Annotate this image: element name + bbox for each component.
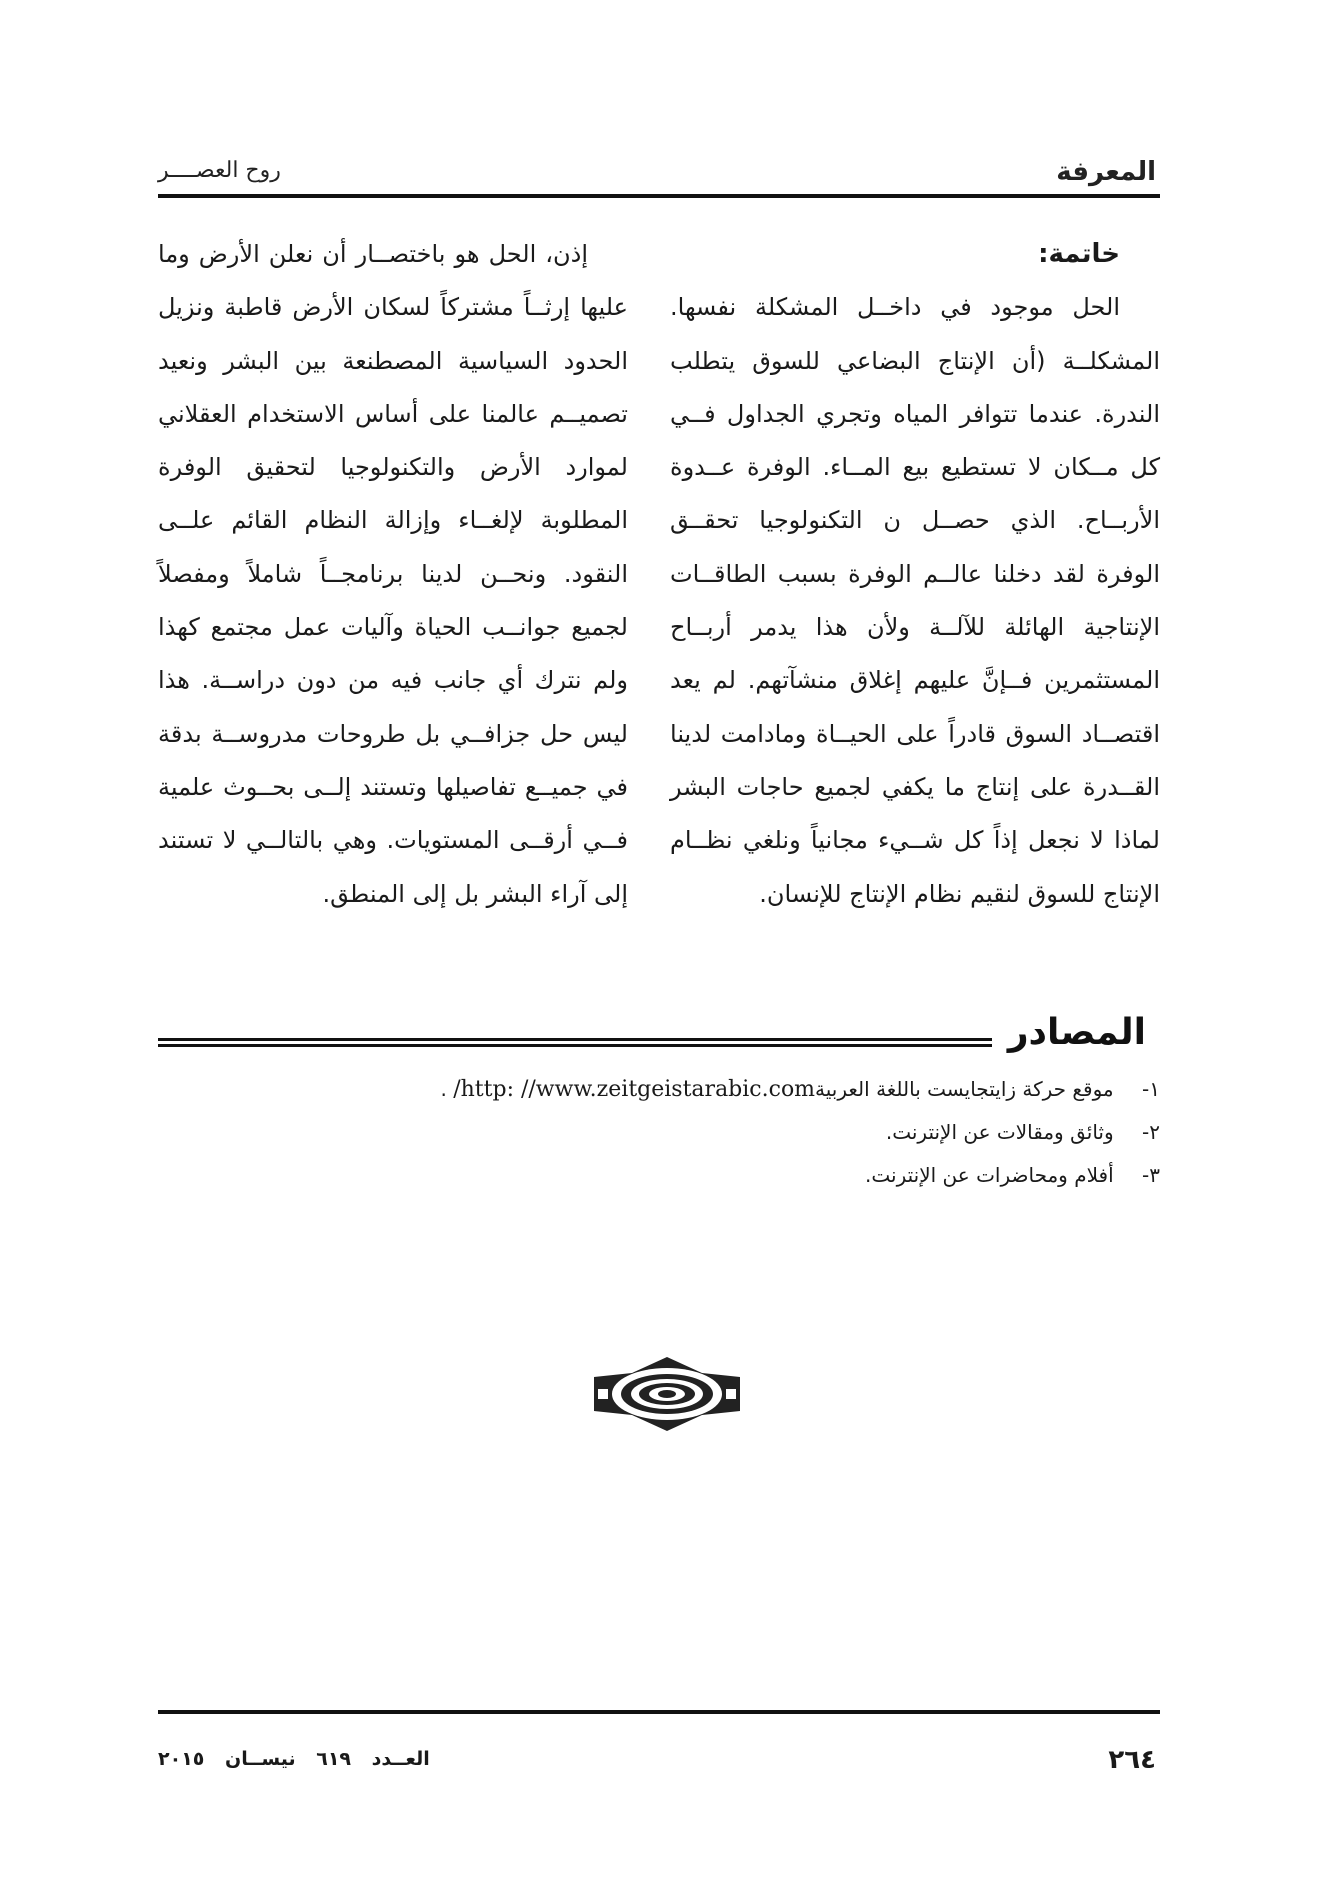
header-divider [158, 194, 1160, 198]
journal-name: المعرفة [1056, 157, 1156, 187]
conclusion-paragraph: الحل موجود في داخــل المشكلة نفسها. المشكلــة (أن الإنتاج البضاعي للسوق يتطلب الندرة. عندما تتوافر المياه وتجري الجداول فــي كل مــكان لا تستطيع بيع المــاء. الوفرة عــدوة الأربــاح. الذي حصــل ن التكنولوجيا تحقــق الوفرة لقد دخلنا عالــم الوفرة بسبب الطاقــات الإنتاجية الهائلة للآلــة ولأن هذا يدمر أربــاح المستثمرين فــإنَّ عليهم إغلاق منشآتهم. لم يعد اقتصــاد السوق قادراً على الحيــاة ومادامت لدينا القــدرة على إنتاج ما يكفي لجميع حاجات البشر لماذا لا نجعل إذاً كل شــيء مجانياً ونلغي نظــام الإنتاج للسوق لنقيم نظام الإنتاج للإنسان. [670, 293, 1160, 908]
footer-divider [158, 1710, 1160, 1714]
left-column [158, 228, 628, 921]
issue-label: العــدد [371, 1748, 430, 1770]
right-column [670, 228, 1160, 921]
issue-year: ٢٠١٥ [158, 1748, 205, 1770]
sources-title: المصادر [1007, 1012, 1146, 1053]
source-item-2 [340, 1111, 1160, 1154]
conclusion-heading: خاتمة: [1038, 239, 1120, 269]
source-text: وثائق ومقالات عن الإنترنت. [885, 1120, 1114, 1144]
solution-paragraph: إذن، الحل هو باختصــار أن نعلن الأرض وما عليها إرثــاً مشتركاً لسكان الأرض قاطبة ونزيل الحدود السياسية المصطنعة بين البشر ونعيد تصميــم عالمنا على أساس الاستخدام العقلاني لموارد الأرض والتكنولوجيا لتحقيق الوفرة المطلوبة لإلغــاء وإزالة النظام القائم علــى النقود. ونحــن لدينا برنامجــاً شاملاً ومفصلاً لجميع جوانــب الحياة وآليات عمل مجتمع كهذا ولم نترك أي جانب فيه من دون دراســة. هذا ليس حل جزافــي بل طروحات مدروســة بدقة في جميــع تفاصيلها وتستند إلــى بحــوث علمية فــي أرقــى المستويات. وهي بالتالــي لا تستند إلى آراء البشر بل إلى المنطق. [158, 240, 628, 908]
source-url: http: //www.zeitgeistarabic.com/ [453, 1077, 816, 1102]
sources-list [340, 1068, 1160, 1197]
section-title: روح العصــــر [158, 158, 281, 183]
source-text: أفلام ومحاضرات عن الإنترنت. [865, 1163, 1114, 1187]
decorative-ornament-icon [592, 1355, 742, 1433]
source-number: ٢- [1142, 1120, 1160, 1144]
source-number: ١- [1142, 1077, 1160, 1101]
sources-rule [158, 1038, 992, 1050]
source-text: موقع حركة زايتجايست باللغة العربية [815, 1077, 1114, 1101]
source-item-3 [340, 1154, 1160, 1197]
source-number: ٣- [1142, 1163, 1160, 1187]
issue-info [158, 1748, 430, 1770]
sources-header [158, 1010, 1160, 1060]
page-number: ٢٦٤ [1108, 1745, 1156, 1775]
source-tail: . [440, 1077, 454, 1101]
issue-number: ٦١٩ [316, 1748, 352, 1770]
source-item-1 [340, 1068, 1160, 1111]
issue-month: نيســان [225, 1748, 296, 1770]
